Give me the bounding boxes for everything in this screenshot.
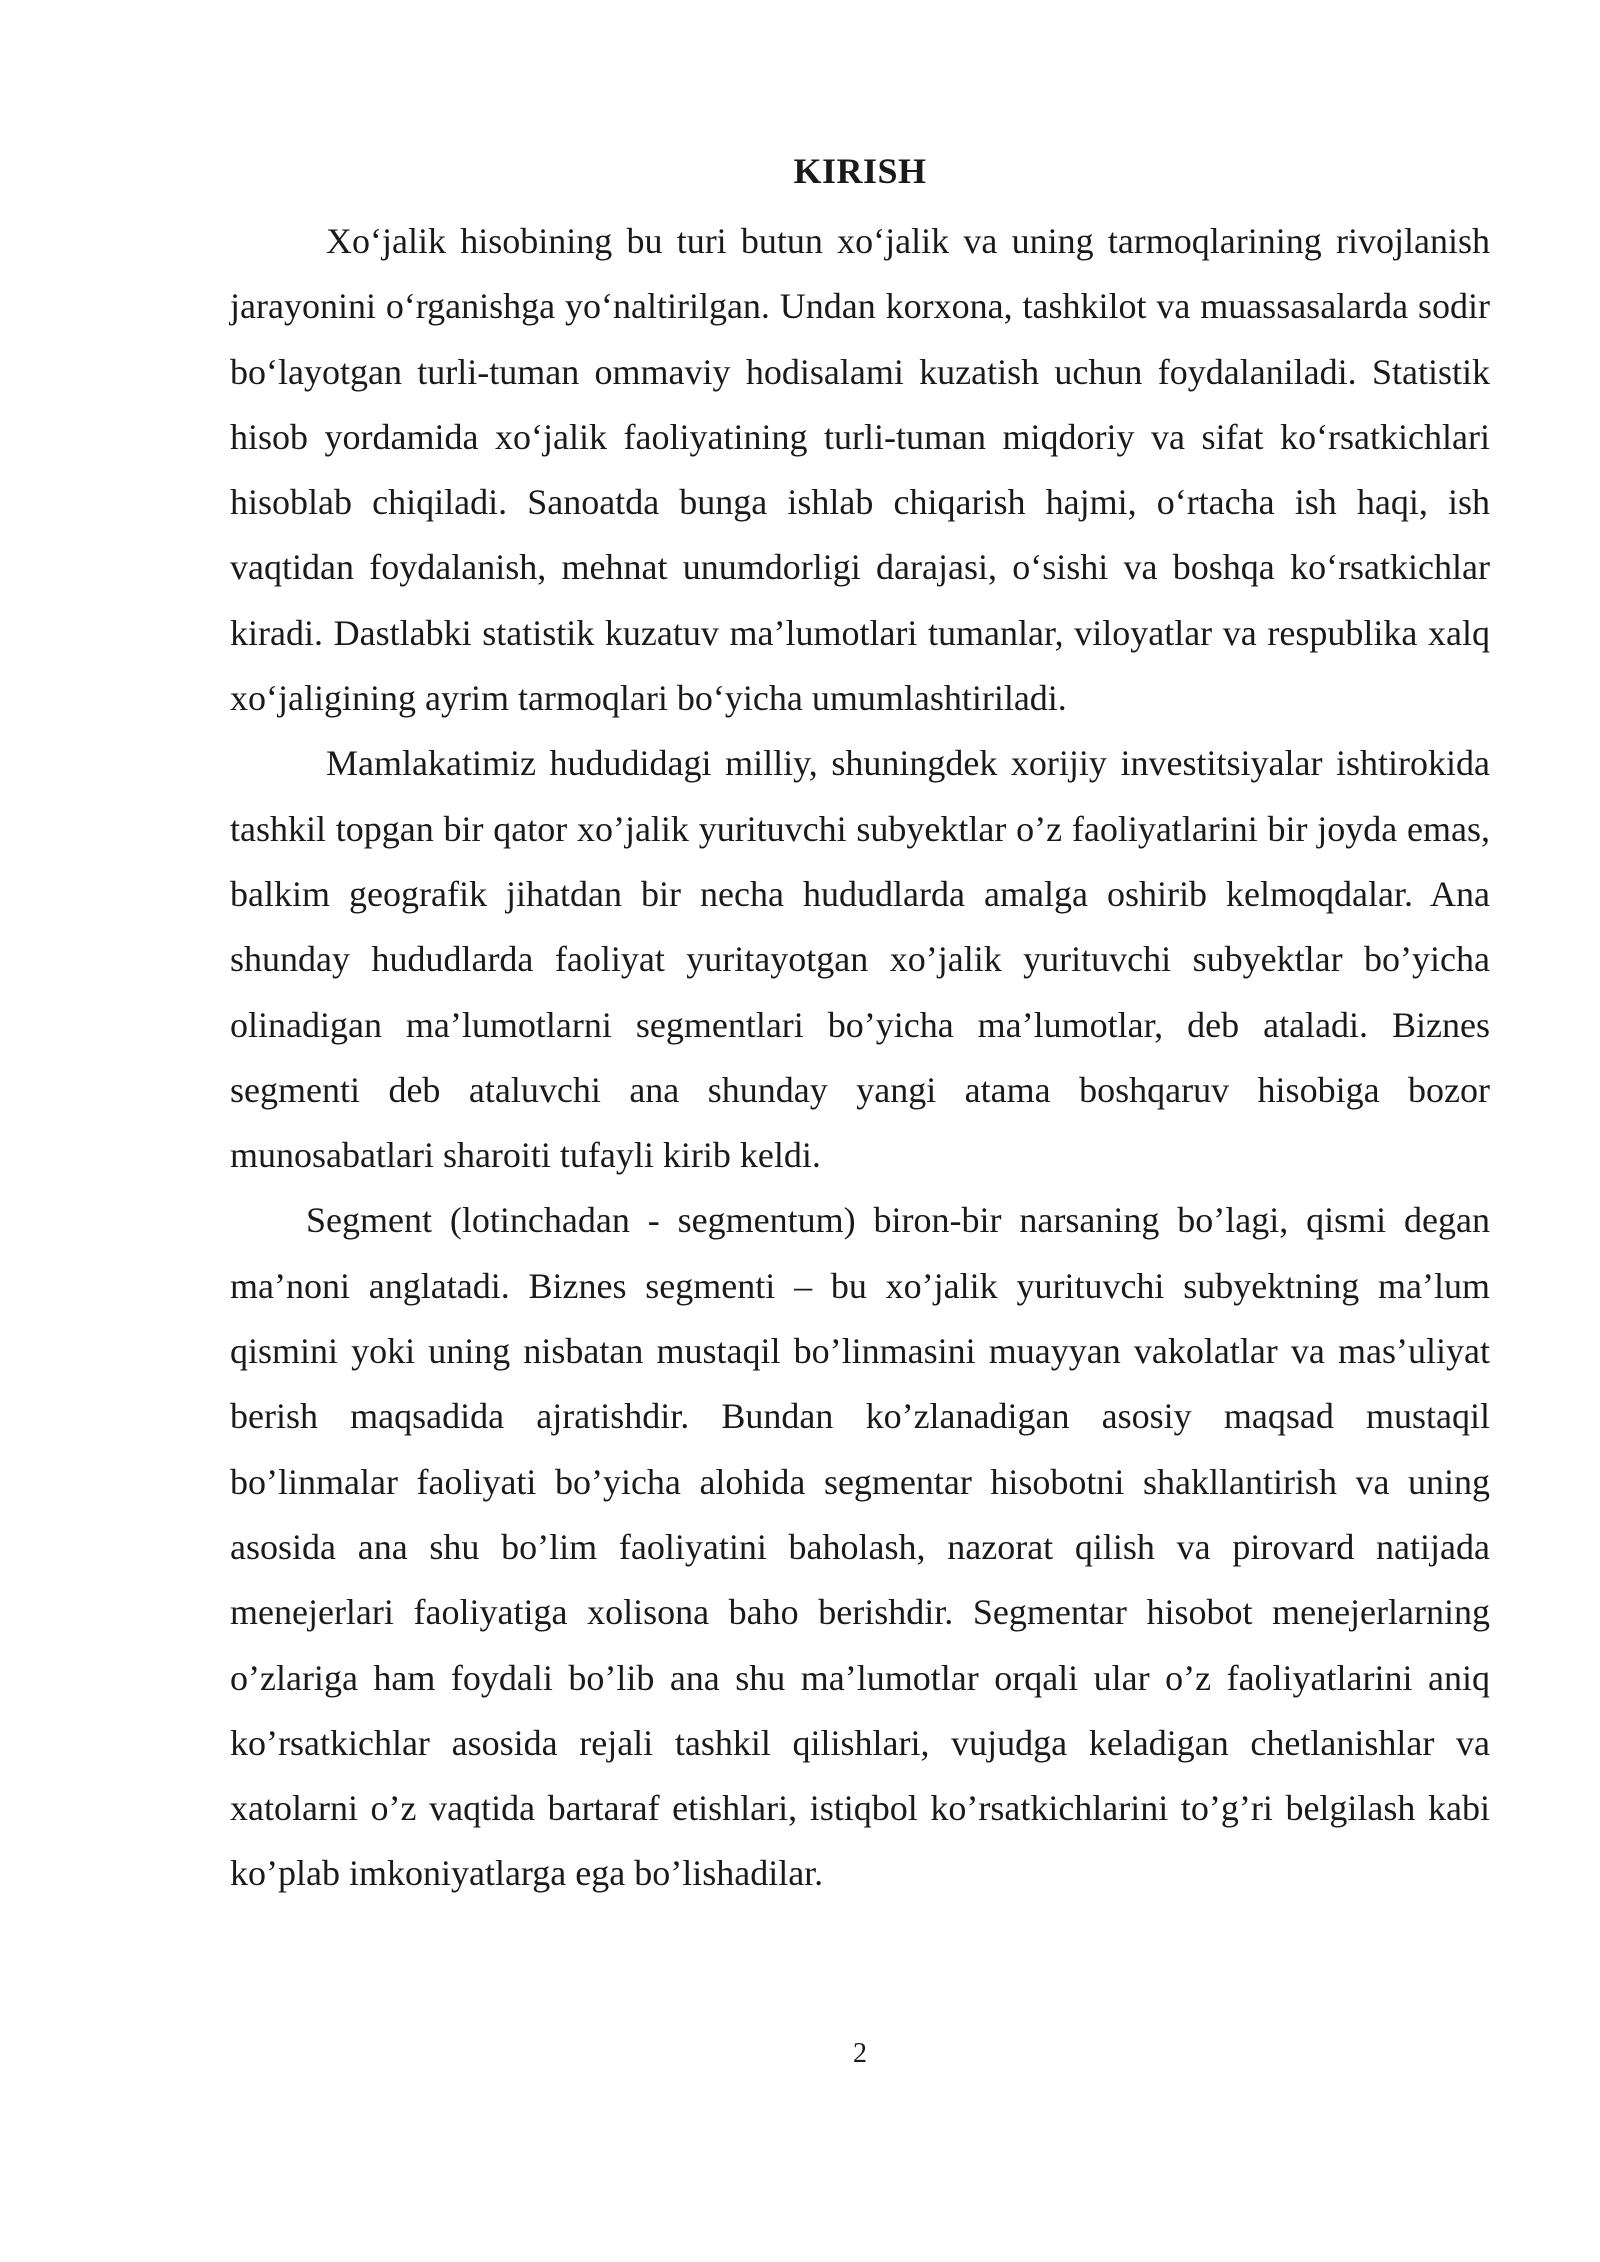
page-title: KIRISH — [793, 151, 927, 191]
body-text — [230, 209, 1490, 1907]
page-number: 2 — [853, 2038, 867, 2069]
paragraph-2: Mamlakatimiz hududidagi milliy, shuningdek xorijiy investitsiyalar ishtirokida tashkil topgan bir qator xo’jalik yurituvchi subyektlar o’z faoliyatlarini bir joyda emas, balkim geografik jihatdan bir necha hududlarda amalga oshirib kelmoqdalar. Ana shunday hududlarda faoliyat yuritayotgan xo’jalik yurituvchi subyektlar bo’yicha olinadigan ma’lumotlarni segmentlari bo’yicha ma’lumotlar, deb ataladi. Biznes segmenti deb ataluvchi ana shunday yangi atama boshqaruv hisobiga bozor munosabatlari sharoiti tufayli kirib keldi. — [230, 743, 1490, 1176]
paragraph-1: Xo‘jalik hisobining bu turi butun xo‘jalik va uning tarmoqlarining rivojlanish jarayonini o‘rganishga yo‘naltirilgan. Undan korxona, tashkilot va muassasalarda sodir bo‘layotgan turli-tuman ommaviy hodisalami kuzatish uchun foydalaniladi. Statistik hisob yordamida xo‘jalik faoliyatining turli-tuman miqdoriy va sifat ko‘rsatkichlari hisoblab chiqiladi. Sanoatda bunga ishlab chiqarish hajmi, o‘rtacha ish haqi, ish vaqtidan foydalanish, mehnat unumdorligi darajasi, o‘sishi va boshqa ko‘rsatkichlar kiradi. Dastlabki statistik kuzatuv ma’lumotlari tumanlar, viloyatlar va respublika xalq xo‘jaligining ayrim tarmoqlari bo‘yicha umumlashtiriladi. — [230, 221, 1490, 719]
paragraph-3: Segment (lotinchadan - segmentum) biron-bir narsaning bo’lagi, qismi degan ma’noni anglatadi. Biznes segmenti – bu xo’jalik yurituvchi subyektning ma’lum qismini yoki uning nisbatan mustaqil bo’linmasini muayyan vakolatlar va mas’uliyat berish maqsadida ajratishdir. Bundan ko’zlanadigan asosiy maqsad mustaqil bo’linmalar faoliyati bo’yicha alohida segmentar hisobotni shakllantirish va uning asosida ana shu bo’lim faoliyatini baholash, nazorat qilish va pirovard natijada menejerlari faoliyatiga xolisona baho berishdir. Segmentar hisobot menejerlarning o’zlariga ham foydali bo’lib ana shu ma’lumotlar orqali ular o’z faoliyatlarini aniq ko’rsatkichlar asosida rejali tashkil qilishlari, vujudga keladigan chetlanishlar va xatolarni o’z vaqtida bartaraf etishlari, istiqbol ko’rsatkichlarini to’g’ri belgilash kabi ko’plab imkoniyatlarga ega bo’lishadilar. — [230, 1200, 1490, 1894]
